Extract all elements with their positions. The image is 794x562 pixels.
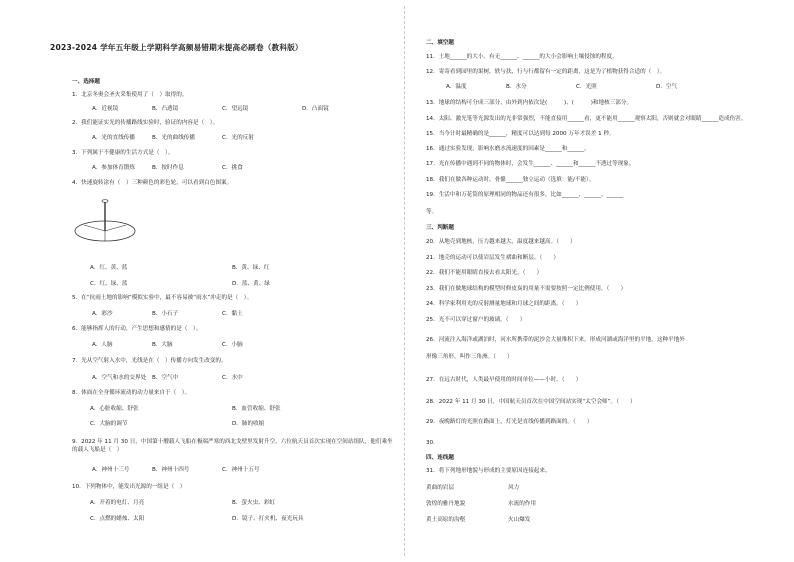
question-27: 27．在远古时代，人类最早使用的时间单位——小时。（ ）	[426, 377, 582, 383]
q3-options	[72, 166, 402, 174]
question-20: 20．从地壳到地核，压力越来越大，温度越来越高。（ ）	[426, 239, 576, 245]
q1-options	[72, 107, 402, 115]
option: C．光照	[576, 84, 597, 90]
q10-options-row1	[72, 501, 402, 509]
q5-options	[72, 312, 402, 320]
option: C．望远镜	[222, 106, 249, 112]
option: A．参加体育锻炼	[92, 165, 135, 171]
question-9: 9．2022 年 11 月 30 日，中国第十艘载人飞船在极端严寒的西北戈壁里发射升空，六位航天员首次实现在空间站组队，他们乘坐的载人飞船是（ ）	[72, 439, 393, 454]
color-wheel-figure	[72, 195, 142, 245]
match-left-item: 黄曲的岩层	[426, 485, 454, 491]
question-25: 25．光不可以穿过窗户的玻璃。（ ）	[426, 317, 526, 323]
option: B．大脑	[152, 342, 173, 348]
match-left-item: 敦煌的雅丹地貌	[426, 501, 466, 507]
option: A．心脏收缩、舒张	[90, 406, 139, 412]
q8-options-row2	[72, 422, 402, 430]
question-16: 16．通过实验发现，影响水磨水流速度的因素是______和______。	[426, 146, 590, 152]
option: B．空气中	[152, 375, 179, 381]
option: B．水分	[506, 84, 527, 90]
question-10: 10．下列物体中，能发出光源的一组是（ ）	[72, 484, 186, 490]
question-7: 7．光从空气射入水中，光线是在（ ）传播方向发生改变的。	[72, 358, 227, 364]
spindle-top	[102, 200, 108, 203]
q8-options-row1	[72, 407, 402, 415]
section-multiple-choice: 一、选择题	[72, 79, 100, 85]
question-14: 14．太阳、激光笔等光源发出的光非常强烈，不能直接用______看，更不能用______观察太阳，否则就会对眼睛______造成伤害。	[426, 116, 747, 122]
question-26-line2: 形像三角形，叫作三角洲。（ ）	[426, 354, 513, 360]
option: D．蓝、黄、绿	[232, 281, 270, 287]
q10-options-row2	[72, 517, 402, 525]
option: B．神州十四号	[152, 467, 190, 473]
question-4: 4．快速旋转涂有（ ）三种颜色的彩色轮，可以看到白色图案。	[72, 180, 233, 186]
section-true-false: 三、判断题	[426, 225, 454, 231]
q4-options-row2	[72, 282, 402, 290]
option: D．空气	[656, 84, 678, 90]
question-17: 17．光在传播中遇到不同的物体时，会发生______、______和______不透过等现象。	[426, 161, 635, 167]
option: A．神州十三号	[92, 467, 130, 473]
option: A．开着的电灯、月亮	[90, 500, 145, 506]
question-8: 8．体面在全身循环流动的动力量来自于（ ）。	[72, 390, 191, 396]
q12-options	[426, 85, 756, 93]
wheel-divider	[105, 225, 126, 231]
match-right-item: 火山爆发	[508, 517, 531, 523]
question-18: 18．我们在做各种运动时，骨骼______独立运动（选填：能/不能）。	[426, 177, 595, 183]
q9-options	[72, 468, 402, 476]
question-22: 22．我们不能用眼睛直接去看太阳光。（ ）	[426, 270, 543, 276]
question-15: 15．当今计时最精确的是______，精度可以达到每 2000 万年才误差 1 秒。	[426, 131, 615, 137]
q6-options	[72, 343, 402, 351]
question-19-end: 等。	[426, 209, 438, 215]
column-divider	[404, 6, 405, 556]
match-right-item: 风力	[508, 485, 520, 491]
option: C．点燃的蜡烛、太阳	[90, 516, 145, 522]
option: A．空气和水的交界处	[92, 375, 147, 381]
option: B．小石子	[152, 311, 179, 317]
question-21: 21．地壳的运动可以使岩层发生褶曲和断层。（ ）	[426, 255, 559, 261]
question-26-line1: 26．河流注入海洋或湖泊时，河水所携带的泥沙会大量堆积下来，形成河湖或海洋里的平地。这种平地外	[426, 337, 685, 343]
question-19: 19．生活中和万花筒的原理相同的物品还有很多，比如______、______、______	[426, 192, 624, 198]
option: D．镜子、打火机、夜光玩具	[232, 516, 304, 522]
option: C．黏土	[222, 311, 243, 317]
option: D．凸面镜	[302, 106, 329, 112]
option: B．萤火虫、彩虹	[232, 500, 275, 506]
question-13: 13．地球的结构可分成三部分，由外到内依次是( )、( )和地核三部分。	[426, 100, 633, 106]
option: A．红、黄、蓝	[90, 265, 128, 271]
option: A．温度	[446, 84, 467, 90]
match-left-item: 黄土高原的沟壑	[426, 517, 466, 523]
option: C．光的反射	[222, 135, 254, 141]
question-30: 30．	[426, 440, 439, 446]
option: C．红、绿、蓝	[90, 281, 128, 287]
exam-title: 2023-2024 学年五年级上学期科学高频易错期末提高必刷卷（教科版）	[50, 43, 303, 52]
option: A．彩沙	[92, 311, 113, 317]
question-5: 5．在“抗雨土地的影响”模拟实验中，最不容易被“雨水”冲走的是（ ）。	[72, 295, 253, 301]
question-28: 28．2022 年 11 月 30 日，中国航天员首次在中国空间站实现“太空会师”。（ ）	[426, 399, 636, 405]
question-6: 6．能够指挥人的行动，产生思想和感情的是（ ）。	[72, 326, 202, 332]
question-2: 2．我们能证实光的传播路线实验时，验证的内容是（ ）。	[72, 120, 219, 126]
question-31: 31．将下列地形地貌与形成的主要原因连接起来。	[426, 468, 551, 474]
question-1: 1．北京冬奥会圣火采集使用了（ ）取得的。	[72, 92, 188, 98]
option: C．小脑	[222, 342, 243, 348]
option: B．黄、绿、红	[232, 265, 270, 271]
option: B．光的曲线传播	[152, 135, 195, 141]
option: B．凸透镜	[152, 106, 179, 112]
option: A．光的直线传播	[92, 135, 135, 141]
q4-options-row1	[72, 266, 402, 274]
section-fill-blank: 二、填空题	[426, 40, 454, 46]
option: D．肺的收缩	[232, 421, 265, 427]
q7-options	[72, 376, 402, 384]
match-right-item: 水流的作用	[508, 501, 536, 507]
question-12: 12．寄寄看到园里的果树，轶与扶、行与行都留有一定的距离，这是为了植物获得合适的（ ）。	[426, 69, 666, 75]
question-24: 24．科学家利用光的反射测量地球和月球之间的距离。（ ）	[426, 301, 582, 307]
question-11: 11．土地______的大小、有无______、______的大小会影响土壤侵蚀的程度。	[426, 54, 618, 60]
question-29: 29．夜晚路灯的光照在路面上，灯光是直线传播到路面的。（ ）	[426, 419, 593, 425]
question-23: 23．我们在做地球结构的模型时修皮炭的用量不需要按照一定比例使用。（ ）	[426, 286, 627, 292]
q2-options	[72, 136, 402, 144]
wheel-divider	[84, 225, 105, 231]
option: C．挑食	[222, 165, 243, 171]
option: B．按时作息	[152, 165, 184, 171]
option: C．水中	[222, 375, 243, 381]
option: C．神州十五号	[222, 467, 260, 473]
question-3: 3．下列属于不健康的生活方式是（ ）。	[72, 150, 174, 156]
option: A．人脑	[92, 342, 113, 348]
option: B．血管收缩、舒张	[232, 406, 281, 412]
section-matching: 四、连线题	[426, 455, 454, 461]
option: A．近视镜	[92, 106, 119, 112]
option: C．大脑的调节	[90, 421, 128, 427]
